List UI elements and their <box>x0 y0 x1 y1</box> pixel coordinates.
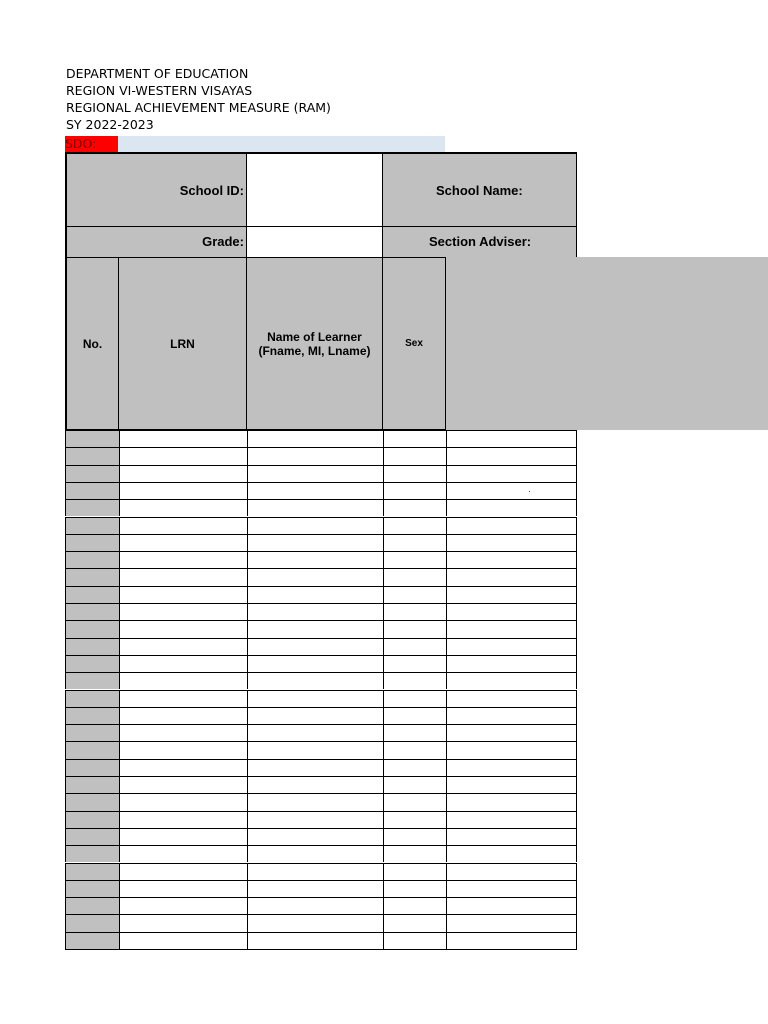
table-row <box>65 828 577 845</box>
section-adviser-label-cell <box>382 226 577 258</box>
row-no-cell[interactable] <box>65 551 119 568</box>
row-extra-cell[interactable] <box>446 880 577 897</box>
school-year: SY 2022-2023 <box>66 117 154 132</box>
row-lrn-cell[interactable] <box>119 620 247 637</box>
row-extra-cell[interactable] <box>446 914 577 931</box>
row-lrn-cell[interactable] <box>119 465 247 482</box>
row-no-cell[interactable] <box>65 897 119 914</box>
row-lrn-cell[interactable] <box>119 482 247 499</box>
row-extra-cell[interactable] <box>446 517 577 534</box>
row-sex-cell[interactable] <box>383 863 446 880</box>
row-extra-cell[interactable] <box>446 863 577 880</box>
row-lrn-cell[interactable] <box>119 880 247 897</box>
row-lrn-cell[interactable] <box>119 932 247 949</box>
table-row <box>65 759 577 776</box>
row-name-cell[interactable] <box>247 707 383 724</box>
row-name-cell[interactable] <box>247 672 383 689</box>
row-name-cell[interactable] <box>247 534 383 551</box>
stray-mark <box>529 491 530 492</box>
row-name-cell[interactable] <box>247 880 383 897</box>
row-sex-cell[interactable] <box>383 430 446 447</box>
row-no-cell[interactable] <box>65 517 119 534</box>
row-no-cell[interactable] <box>65 724 119 741</box>
row-lrn-cell[interactable] <box>119 741 247 758</box>
table-bottom-border <box>65 949 577 950</box>
table-row <box>65 880 577 897</box>
row-name-cell[interactable] <box>247 741 383 758</box>
table-row <box>65 482 577 499</box>
row-extra-cell[interactable] <box>446 638 577 655</box>
row-sex-cell[interactable] <box>383 465 446 482</box>
row-sex-cell[interactable] <box>383 568 446 585</box>
row-sex-cell[interactable] <box>383 690 446 707</box>
row-sex-cell[interactable] <box>383 517 446 534</box>
table-row <box>65 741 577 758</box>
row-extra-cell[interactable] <box>446 568 577 585</box>
row-extra-cell[interactable] <box>446 724 577 741</box>
row-no-cell[interactable] <box>65 568 119 585</box>
row-name-cell[interactable] <box>247 932 383 949</box>
table-row <box>65 534 577 551</box>
row-sex-cell[interactable] <box>383 793 446 810</box>
row-name-cell[interactable] <box>247 620 383 637</box>
col-name-line1: Name of Learner <box>267 329 362 344</box>
row-extra-cell[interactable] <box>446 430 577 447</box>
row-sex-cell[interactable] <box>383 724 446 741</box>
col-sex-label: Sex <box>405 338 423 349</box>
row-extra-cell[interactable] <box>446 759 577 776</box>
row-sex-cell[interactable] <box>383 672 446 689</box>
table-row <box>65 672 577 689</box>
row-no-cell[interactable] <box>65 499 119 516</box>
row-lrn-cell[interactable] <box>119 759 247 776</box>
row-lrn-cell[interactable] <box>119 914 247 931</box>
row-extra-cell[interactable] <box>446 482 577 499</box>
table-row <box>65 638 577 655</box>
row-extra-cell[interactable] <box>446 672 577 689</box>
row-name-cell[interactable] <box>247 828 383 845</box>
table-row <box>65 586 577 603</box>
row-lrn-cell[interactable] <box>119 534 247 551</box>
col-header-extra <box>445 257 768 430</box>
school-name-label: School Name: <box>436 183 523 198</box>
table-row <box>65 776 577 793</box>
sdo-label: SDO: <box>65 136 118 152</box>
row-sex-cell[interactable] <box>383 707 446 724</box>
row-sex-cell[interactable] <box>383 897 446 914</box>
measure-title: REGIONAL ACHIEVEMENT MEASURE (RAM) <box>66 100 331 115</box>
row-name-cell[interactable] <box>247 863 383 880</box>
row-sex-cell[interactable] <box>383 759 446 776</box>
table-row <box>65 465 577 482</box>
row-lrn-cell[interactable] <box>119 603 247 620</box>
grade-label-cell <box>65 226 247 258</box>
row-no-cell[interactable] <box>65 914 119 931</box>
row-no-cell[interactable] <box>65 759 119 776</box>
section-adviser-label: Section Adviser: <box>429 234 532 249</box>
row-sex-cell[interactable] <box>383 447 446 464</box>
col-lrn-label: LRN <box>170 336 195 351</box>
table-row <box>65 620 577 637</box>
row-sex-cell[interactable] <box>383 551 446 568</box>
row-extra-cell[interactable] <box>446 897 577 914</box>
row-lrn-cell[interactable] <box>119 655 247 672</box>
row-no-cell[interactable] <box>65 880 119 897</box>
table-row <box>65 811 577 828</box>
table-row <box>65 568 577 585</box>
region-title: REGION VI-WESTERN VISAYAS <box>66 83 253 98</box>
row-extra-cell[interactable] <box>446 655 577 672</box>
table-row <box>65 932 577 949</box>
dept-title: DEPARTMENT OF EDUCATION <box>66 66 249 81</box>
row-lrn-cell[interactable] <box>119 586 247 603</box>
row-name-cell[interactable] <box>247 551 383 568</box>
table-row <box>65 793 577 810</box>
row-name-cell[interactable] <box>247 482 383 499</box>
row-sex-cell[interactable] <box>383 499 446 516</box>
table-row <box>65 690 577 707</box>
table-row <box>65 603 577 620</box>
row-lrn-cell[interactable] <box>119 430 247 447</box>
row-extra-cell[interactable] <box>446 534 577 551</box>
row-sex-cell[interactable] <box>383 932 446 949</box>
row-sex-cell[interactable] <box>383 914 446 931</box>
row-name-cell[interactable] <box>247 724 383 741</box>
row-no-cell[interactable] <box>65 447 119 464</box>
row-name-cell[interactable] <box>247 603 383 620</box>
school-id-label-cell <box>65 152 247 227</box>
table-row <box>65 863 577 880</box>
row-extra-cell[interactable] <box>446 690 577 707</box>
col-header-name <box>246 257 383 430</box>
row-extra-cell[interactable] <box>446 741 577 758</box>
col-header-lrn <box>118 257 247 430</box>
row-name-cell[interactable] <box>247 845 383 862</box>
row-no-cell[interactable] <box>65 707 119 724</box>
row-lrn-cell[interactable] <box>119 793 247 810</box>
row-extra-cell[interactable] <box>446 620 577 637</box>
row-no-cell[interactable] <box>65 863 119 880</box>
row-extra-cell[interactable] <box>446 793 577 810</box>
row-lrn-cell[interactable] <box>119 568 247 585</box>
row-sex-cell[interactable] <box>383 811 446 828</box>
table-row <box>65 499 577 516</box>
row-no-cell[interactable] <box>65 482 119 499</box>
row-extra-cell[interactable] <box>446 932 577 949</box>
row-name-cell[interactable] <box>247 793 383 810</box>
row-name-cell[interactable] <box>247 586 383 603</box>
row-sex-cell[interactable] <box>383 638 446 655</box>
row-extra-cell[interactable] <box>446 707 577 724</box>
row-name-cell[interactable] <box>247 897 383 914</box>
row-name-cell[interactable] <box>247 430 383 447</box>
row-lrn-cell[interactable] <box>119 845 247 862</box>
row-lrn-cell[interactable] <box>119 811 247 828</box>
row-sex-cell[interactable] <box>383 845 446 862</box>
row-no-cell[interactable] <box>65 690 119 707</box>
row-extra-cell[interactable] <box>446 603 577 620</box>
row-extra-cell[interactable] <box>446 811 577 828</box>
row-no-cell[interactable] <box>65 655 119 672</box>
row-sex-cell[interactable] <box>383 603 446 620</box>
col-no-label: No. <box>82 336 103 351</box>
table-row <box>65 447 577 464</box>
school-id-field[interactable] <box>246 152 383 227</box>
col-header-sex <box>382 257 446 430</box>
row-lrn-cell[interactable] <box>119 499 247 516</box>
row-extra-cell[interactable] <box>446 499 577 516</box>
grade-field[interactable] <box>246 226 383 258</box>
row-sex-cell[interactable] <box>383 534 446 551</box>
row-name-cell[interactable] <box>247 638 383 655</box>
grade-label: Grade: <box>202 234 244 249</box>
row-lrn-cell[interactable] <box>119 690 247 707</box>
row-extra-cell[interactable] <box>446 776 577 793</box>
row-no-cell[interactable] <box>65 776 119 793</box>
row-name-cell[interactable] <box>247 465 383 482</box>
row-no-cell[interactable] <box>65 430 119 447</box>
row-sex-cell[interactable] <box>383 620 446 637</box>
row-lrn-cell[interactable] <box>119 672 247 689</box>
col-header-no <box>65 257 119 430</box>
row-lrn-cell[interactable] <box>119 638 247 655</box>
row-lrn-cell[interactable] <box>119 707 247 724</box>
row-no-cell[interactable] <box>65 586 119 603</box>
row-lrn-cell[interactable] <box>119 897 247 914</box>
row-lrn-cell[interactable] <box>119 828 247 845</box>
row-no-cell[interactable] <box>65 620 119 637</box>
school-id-label: School ID: <box>179 183 244 198</box>
row-lrn-cell[interactable] <box>119 863 247 880</box>
table-row <box>65 845 577 862</box>
table-row <box>65 655 577 672</box>
col-name-label <box>247 258 382 429</box>
table-row <box>65 517 577 534</box>
row-lrn-cell[interactable] <box>119 724 247 741</box>
col-name-line2: (Fname, MI, Lname) <box>258 343 371 358</box>
table-row <box>65 914 577 931</box>
row-sex-cell[interactable] <box>383 880 446 897</box>
row-sex-cell[interactable] <box>383 655 446 672</box>
row-lrn-cell[interactable] <box>119 447 247 464</box>
row-sex-cell[interactable] <box>383 741 446 758</box>
row-no-cell[interactable] <box>65 845 119 862</box>
row-extra-cell[interactable] <box>446 586 577 603</box>
row-extra-cell[interactable] <box>446 828 577 845</box>
row-no-cell[interactable] <box>65 603 119 620</box>
row-no-cell[interactable] <box>65 638 119 655</box>
row-extra-cell[interactable] <box>446 447 577 464</box>
row-extra-cell[interactable] <box>446 845 577 862</box>
row-no-cell[interactable] <box>65 534 119 551</box>
row-name-cell[interactable] <box>247 811 383 828</box>
row-name-cell[interactable] <box>247 776 383 793</box>
row-sex-cell[interactable] <box>383 482 446 499</box>
row-sex-cell[interactable] <box>383 586 446 603</box>
row-name-cell[interactable] <box>247 914 383 931</box>
row-name-cell[interactable] <box>247 690 383 707</box>
row-sex-cell[interactable] <box>383 828 446 845</box>
row-lrn-cell[interactable] <box>119 517 247 534</box>
table-row <box>65 551 577 568</box>
row-name-cell[interactable] <box>247 499 383 516</box>
row-no-cell[interactable] <box>65 793 119 810</box>
table-row <box>65 430 577 447</box>
row-no-cell[interactable] <box>65 828 119 845</box>
row-name-cell[interactable] <box>247 759 383 776</box>
table-row <box>65 724 577 741</box>
row-name-cell[interactable] <box>247 517 383 534</box>
row-sex-cell[interactable] <box>383 776 446 793</box>
sdo-field[interactable] <box>118 136 445 152</box>
row-extra-cell[interactable] <box>446 465 577 482</box>
row-no-cell[interactable] <box>65 465 119 482</box>
row-extra-cell[interactable] <box>446 551 577 568</box>
row-no-cell[interactable] <box>65 672 119 689</box>
row-no-cell[interactable] <box>65 741 119 758</box>
row-no-cell[interactable] <box>65 932 119 949</box>
row-no-cell[interactable] <box>65 811 119 828</box>
table-row <box>65 897 577 914</box>
row-name-cell[interactable] <box>247 568 383 585</box>
row-lrn-cell[interactable] <box>119 776 247 793</box>
table-row <box>65 707 577 724</box>
row-name-cell[interactable] <box>247 655 383 672</box>
row-name-cell[interactable] <box>247 447 383 464</box>
row-lrn-cell[interactable] <box>119 551 247 568</box>
school-name-label-cell <box>382 152 577 227</box>
